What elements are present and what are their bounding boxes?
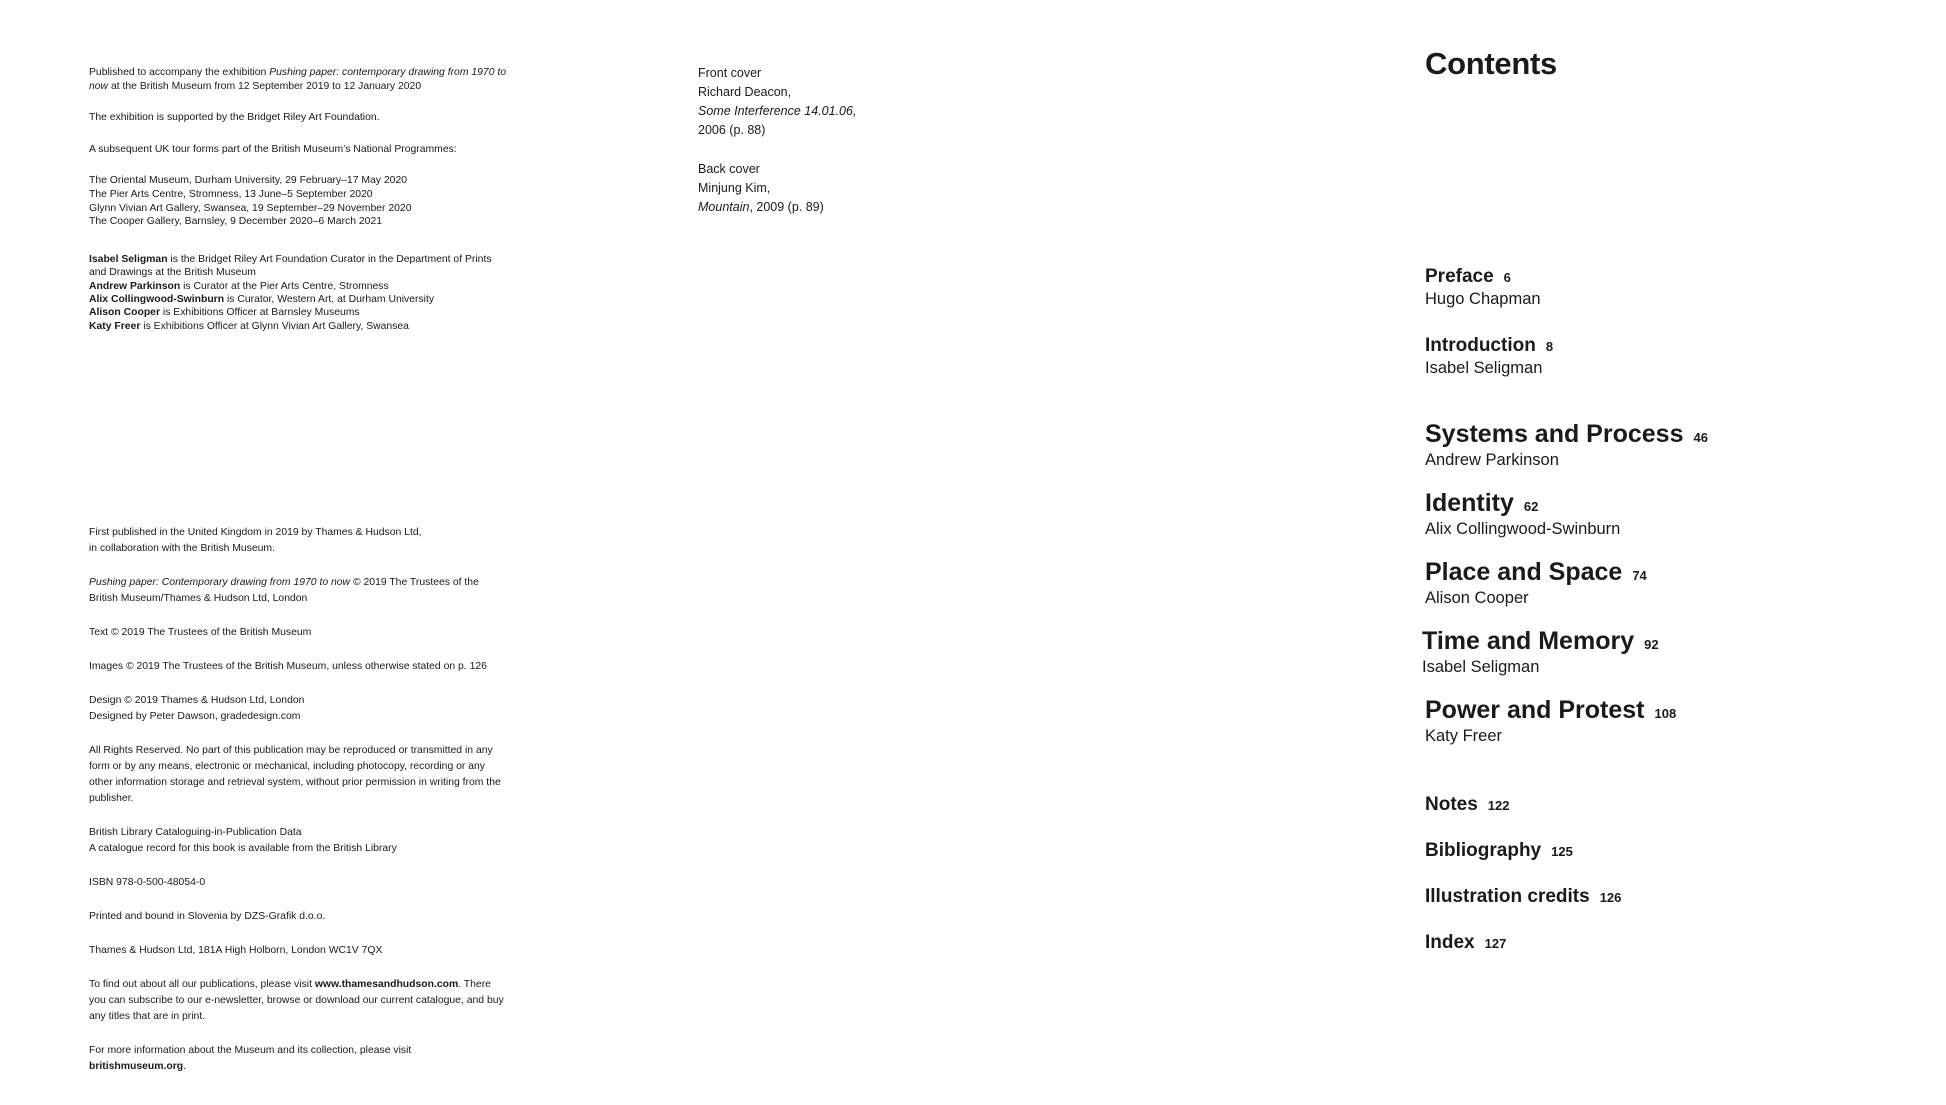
toc-entry-illustration-credits[interactable]: Illustration credits 126 bbox=[1425, 886, 1622, 907]
cover-credits bbox=[698, 64, 958, 217]
tour-intro: A subsequent UK tour forms part of the British Museum’s National Programmes: bbox=[89, 143, 457, 155]
toc-entry-introduction[interactable]: Introduction 8 Isabel Seligman bbox=[1425, 335, 1554, 377]
toc-entry-place-and-space[interactable]: Place and Space 74 Alison Cooper bbox=[1425, 558, 1647, 607]
front-cover-detail: 2006 (p. 88) bbox=[698, 123, 766, 137]
venue-line: The Pier Arts Centre, Stromness, 13 June–5 September 2020 bbox=[89, 188, 373, 200]
publisher-address: Thames & Hudson Ltd, 181A High Holborn, London WC1V 7QX bbox=[89, 945, 383, 957]
toc-entry-power-and-protest[interactable]: Power and Protest 108 Katy Freer bbox=[1425, 696, 1677, 745]
back-cover-label: Back cover bbox=[698, 162, 760, 176]
museum-website-link[interactable]: britishmuseum.org bbox=[89, 1061, 184, 1073]
first-published-line: First published in the United Kingdom in 2019 by Thames & Hudson Ltd, bbox=[89, 527, 422, 539]
museum-note: For more information about the Museum and its collection, please visit britishmuseum.org. bbox=[89, 1045, 412, 1073]
toc-entry-systems-and-process[interactable]: Systems and Process 46 Andrew Parkinson bbox=[1425, 420, 1708, 469]
front-cover-label: Front cover bbox=[698, 66, 762, 80]
toc-entry-index[interactable]: Index 127 bbox=[1425, 932, 1507, 953]
copyright-note: Pushing paper: Contemporary drawing from 1970 to now © 2019 The Trustees of the British Museum/Thames & Hudson Ltd, London bbox=[89, 577, 479, 605]
text-copyright: Text © 2019 The Trustees of the British Museum bbox=[89, 627, 312, 639]
images-copyright: Images © 2019 The Trustees of the British Museum, unless otherwise stated on p. 126 bbox=[89, 661, 487, 673]
front-cover-work: Some Interference 14.01.06, bbox=[698, 104, 857, 118]
toc-entry-preface[interactable]: Preface 6 Hugo Chapman bbox=[1425, 266, 1541, 308]
contributor-bio: Katy Freer is Exhibitions Officer at Glynn Vivian Art Gallery, Swansea bbox=[89, 320, 409, 332]
contributor-list bbox=[89, 253, 509, 333]
back-cover-work: Mountain, 2009 (p. 89) bbox=[698, 200, 824, 214]
contributor-bio: Andrew Parkinson is Curator at the Pier Arts Centre, Stromness bbox=[89, 280, 389, 292]
publisher-website-link[interactable]: www.thamesandhudson.com bbox=[314, 979, 459, 991]
rights-reserved: All Rights Reserved. No part of this publication may be reproduced or transmitted in any form or by any means, electronic or mechanical, including photocopy, recording or any other information storage and retrieval system, without prior permission in writing from the publisher. bbox=[89, 745, 501, 805]
first-published-line: in collaboration with the British Museum. bbox=[89, 543, 275, 555]
exhibition-title: Pushing paper: contemporary drawing from 1970 to now bbox=[89, 67, 507, 92]
design-line: Design © 2019 Thames & Hudson Ltd, London bbox=[89, 695, 305, 707]
contributor-bio: Alix Collingwood-Swinburn is Curator, Western Art, at Durham University bbox=[89, 293, 435, 305]
front-cover-artist: Richard Deacon, bbox=[698, 85, 792, 99]
design-line: Designed by Peter Dawson, gradedesign.com bbox=[89, 711, 301, 723]
toc-entry-identity[interactable]: Identity 62 Alix Collingwood-Swinburn bbox=[1425, 489, 1621, 538]
imprint-column bbox=[89, 66, 509, 1075]
contributor-bio: Alison Cooper is Exhibitions Officer at Barnsley Museums bbox=[89, 307, 360, 319]
isbn: ISBN 978-0-500-48054-0 bbox=[89, 877, 206, 889]
contents-heading: Contents bbox=[1425, 46, 1557, 81]
back-cover-artist: Minjung Kim, bbox=[698, 181, 771, 195]
toc-entry-bibliography[interactable]: Bibliography 125 bbox=[1425, 840, 1573, 861]
copyright-block bbox=[89, 525, 509, 1075]
publications-note: To find out about all our publications, please visit www.thamesandhudson.com. There you can subscribe to our e-newsletter, browse or download our current catalogue, and buy any titles that are in print. bbox=[89, 979, 504, 1023]
toc-entry-notes[interactable]: Notes 122 bbox=[1425, 794, 1510, 815]
venue-line: Glynn Vivian Art Gallery, Swansea, 19 September–29 November 2020 bbox=[89, 202, 412, 214]
printed-line: Printed and bound in Slovenia by DZS-Grafik d.o.o. bbox=[89, 911, 326, 923]
contributor-bio: Isabel Seligman is the Bridget Riley Art Foundation Curator in the Department of Prints and Drawings at the British Museum bbox=[89, 253, 492, 279]
toc-entry-time-and-memory[interactable]: Time and Memory 92 Isabel Seligman bbox=[1422, 627, 1659, 676]
support-note: The exhibition is supported by the Bridget Riley Art Foundation. bbox=[89, 112, 380, 124]
venue-line: The Oriental Museum, Durham University, 29 February–17 May 2020 bbox=[89, 175, 408, 187]
cip-line: British Library Cataloguing-in-Publication Data bbox=[89, 827, 302, 839]
exhibition-note: Published to accompany the exhibition Pushing paper: contemporary drawing from 1970 to now at the British Museum from 12 September 2019 to 12 January 2020 bbox=[89, 67, 507, 92]
cip-line: A catalogue record for this book is available from the British Library bbox=[89, 843, 397, 855]
venue-line: The Cooper Gallery, Barnsley, 9 December 2020–6 March 2021 bbox=[89, 216, 383, 228]
